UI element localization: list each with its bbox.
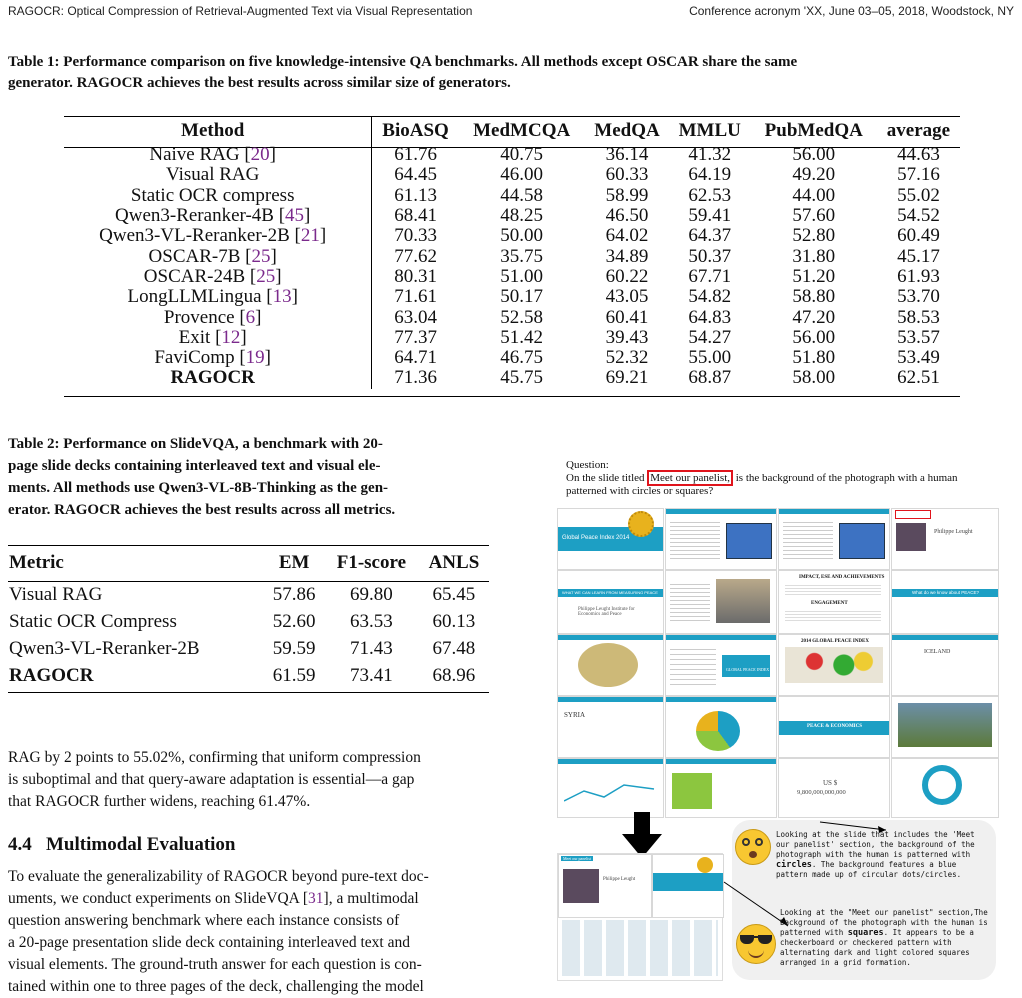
slide-thumbnail: GLOBAL PEACE INDEX: [665, 634, 777, 696]
table1-value-cell: 49.20: [792, 164, 836, 186]
slide-thumbnail: [891, 696, 999, 758]
rotary-logo-icon: [628, 511, 654, 537]
table1-method-cell: OSCAR-24B [25]: [64, 267, 372, 287]
table1-value-cell: 61.93: [897, 265, 940, 287]
citation-link[interactable]: 12: [221, 326, 241, 348]
slide-thumbnail: [665, 570, 777, 634]
answer-squares: Looking at the "Meet our panelist" section,The background of the photograph with the human is patterned with squares. It appears to be a checkerboard or checkered pattern with alternating dark and light colored squares arranged in a grid formation.: [780, 908, 988, 967]
table1-value-cell: 45.75: [500, 367, 544, 389]
table1-method-cell: [64, 165, 372, 185]
citation-link[interactable]: 25: [256, 265, 276, 287]
table2-col-header: EM: [278, 552, 310, 573]
slide-thumbnail: IMPACT, ESE AND ACHIEVEMENTS ENGAGEMENT: [778, 570, 890, 634]
table1-method-cell: OSCAR-7B [25]: [64, 246, 372, 266]
table1-value-cell: 77.37: [394, 326, 437, 348]
body-paragraph-2: To evaluate the generalizability of RAGOCR beyond pure-text doc- uments, we conduct experiments on SlideVQA [31], a multimodal question answering benchmark where each instance consists of a 20-page presentation slide deck containing interleaved text and visual elements. The ground-truth answer for each question is con- tained within one to three pages of the deck, challenging the model: [8, 868, 429, 995]
table1-value-cell: 58.00: [792, 367, 836, 389]
table1-row: [64, 206, 960, 226]
table2-value-cell: 67.48: [432, 637, 476, 659]
running-header-right: Conference acronym 'XX, June 03–05, 2018, Woodstock, NY: [689, 4, 1014, 18]
table1-method-cell: [64, 368, 372, 388]
table1-row: [64, 287, 960, 307]
method-name: Qwen3-Reranker-4B: [115, 205, 274, 227]
citation-link[interactable]: 13: [272, 286, 292, 308]
table1-value-cell: 35.75: [500, 245, 544, 267]
table1-col-header: PubMedQA: [764, 120, 863, 141]
slide-deck-grid: [557, 508, 997, 808]
table2-header-row: [8, 545, 489, 581]
slide-thumbnail: PEACE AND ECONOMIC PERFORMANCE - MEXICO: [557, 758, 664, 818]
running-header-left: RAGOCR: Optical Compression of Retrieval-Augmented Text via Visual Representation: [8, 4, 473, 18]
slide-thumbnail: PEACE & ECONOMICS: [778, 696, 890, 758]
table1-value-cell: 52.80: [792, 225, 836, 247]
table1-value-cell: 64.02: [605, 225, 649, 247]
method-name: Naive RAG: [149, 144, 240, 166]
table1-col-header: MMLU: [678, 120, 741, 141]
table1-value-cell: 39.43: [605, 326, 649, 348]
table1-row: [64, 226, 960, 246]
table1-method-cell: [64, 186, 372, 206]
table1-value-cell: 40.75: [500, 144, 544, 166]
table1-value-cell: 80.31: [394, 265, 437, 287]
table2-value-cell: 71.43: [350, 637, 393, 659]
method-name: Exit: [178, 326, 211, 348]
table2-value-cell: 59.59: [272, 637, 316, 659]
sunglasses-face-icon: [736, 924, 776, 964]
table1-value-cell: 48.25: [500, 205, 544, 227]
citation-link[interactable]: 6: [245, 306, 256, 328]
slide-thumbnail: [557, 634, 664, 696]
table1-value-cell: 44.00: [792, 184, 836, 206]
table1-value-cell: 41.32: [688, 144, 732, 166]
table1-value-cell: 53.49: [897, 347, 940, 369]
method-name: Visual RAG: [166, 164, 260, 186]
table1-value-cell: 67.71: [688, 265, 732, 287]
table1-value-cell: 53.57: [897, 326, 940, 348]
table1-value-cell: 31.80: [792, 245, 836, 267]
table2-value-cell: 57.86: [272, 583, 316, 605]
table1-method-cell: Provence [6]: [64, 307, 372, 327]
table1-value-cell: 64.83: [688, 306, 732, 328]
table1-col-header: BioASQ: [382, 120, 449, 141]
table1-bottomrule: [64, 396, 960, 397]
table1-value-cell: 46.50: [605, 205, 649, 227]
table1-value-cell: 69.21: [605, 367, 649, 389]
table1-value-cell: 70.33: [394, 225, 437, 247]
table1-value-cell: 56.00: [792, 326, 836, 348]
table1-row: [64, 165, 960, 185]
slide-thumbnail: US $ 9,800,000,000,000: [778, 758, 890, 818]
table2-value-cell: 52.60: [272, 610, 316, 632]
table1-value-cell: 50.37: [688, 245, 732, 267]
table1-value-cell: 71.36: [394, 367, 437, 389]
slide-thumbnail-meet-panelist: Philippe Leught: [891, 508, 999, 570]
slide-thumbnail: The Cost of Violence: [665, 758, 777, 818]
table1-value-cell: 51.00: [500, 265, 544, 287]
slide-thumbnail: LEAST PEACEFUL COUNTRIES SYRIA: [557, 696, 664, 758]
table1-value-cell: 64.45: [394, 164, 437, 186]
method-name: FaviComp: [154, 347, 235, 369]
table1-value-cell: 64.71: [394, 347, 437, 369]
table1-row: [64, 186, 960, 206]
slide-thumbnail: [665, 508, 777, 570]
table1-value-cell: 52.58: [500, 306, 544, 328]
table1-value-cell: 51.80: [792, 347, 836, 369]
method-name: RAGOCR: [170, 367, 255, 389]
table1-value-cell: 46.00: [500, 164, 544, 186]
table1-value-cell: 46.75: [500, 347, 544, 369]
table1-value-cell: 58.80: [792, 286, 836, 308]
table1-header-row: [64, 117, 960, 145]
table1-value-cell: 34.89: [605, 245, 649, 267]
line-chart-icon: [564, 771, 658, 811]
table2-method-cell: Qwen3-VL-Reranker-2B: [9, 637, 200, 659]
answer-circles: Looking at the slide that includes the 'Meet our panelist' section, the background of the photograph with the human is patterned with circles. The background features a blue pattern made up of circular dots/circles.: [776, 830, 975, 879]
table1-value-cell: 50.17: [500, 286, 544, 308]
table2-col-metric: Metric: [9, 552, 64, 573]
table2-row: [8, 581, 489, 608]
table1-col-header: MedMCQA: [473, 120, 571, 141]
table1-value-cell: 57.60: [792, 205, 836, 227]
slide-thumbnail: What do we know about PEACE?: [891, 570, 999, 634]
table1-value-cell: 51.42: [500, 326, 544, 348]
table1-value-cell: 36.14: [605, 144, 649, 166]
table2-method-cell: RAGOCR: [9, 664, 94, 686]
table1-col-header: average: [886, 120, 951, 141]
table1-row: [64, 267, 960, 287]
table1-method-cell: LongLLMLingua [13]: [64, 287, 372, 307]
table2: [8, 545, 489, 689]
method-name: Qwen3-VL-Reranker-2B: [99, 225, 290, 247]
table1-value-cell: 58.53: [897, 306, 940, 328]
table1-value-cell: 57.16: [897, 164, 940, 186]
table1-method-cell: FaviComp [19]: [64, 348, 372, 368]
slide-highlight-box: [895, 510, 931, 519]
table1-value-cell: 52.32: [605, 347, 649, 369]
table1-col-header: MedQA: [594, 120, 660, 141]
table1-value-cell: 63.04: [394, 306, 437, 328]
table2-method-cell: Static OCR Compress: [9, 610, 177, 632]
table1-method-cell: Naive RAG [20]: [64, 145, 372, 165]
slide-thumbnail: WHAT WE CAN LEARN FROM MEASURING PEACE Philippe Leught Institute for Economics and Peace: [557, 570, 664, 634]
table1-value-cell: 43.05: [605, 286, 649, 308]
table1-row: [64, 145, 960, 165]
citation-link[interactable]: 19: [245, 347, 265, 369]
table1-method-cell: Qwen3-VL-Reranker-2B [21]: [64, 226, 372, 246]
table1-value-cell: 68.41: [394, 205, 437, 227]
slide-thumbnail-meet-panelist: Meet our panelist Philippe Leught: [558, 854, 652, 918]
table2-value-cell: 63.53: [350, 610, 393, 632]
table1-col-method: Method: [64, 117, 372, 145]
table1-value-cell: 56.00: [792, 144, 836, 166]
table1-value-cell: 77.62: [394, 245, 437, 267]
table2-value-cell: 69.80: [350, 583, 393, 605]
citation-link[interactable]: 31: [308, 890, 324, 907]
table1-method-cell: Exit [12]: [64, 328, 372, 348]
table1-value-cell: 54.27: [688, 326, 732, 348]
section-heading: 4.4 Multimodal Evaluation: [8, 834, 236, 855]
table2-row: [8, 635, 489, 662]
table2-value-cell: 61.59: [272, 664, 316, 686]
method-name: LongLLMLingua: [127, 286, 262, 308]
method-name: Static OCR compress: [130, 184, 295, 206]
table1-value-cell: 54.82: [688, 286, 732, 308]
retrieved-slides-strip: [557, 853, 723, 981]
table2-caption: Table 2: Performance on SlideVQA, a benchmark with 20- page slide decks containing interleaved text and visual ele- ments. All methods use Qwen3-VL-8B-Thinking as the gen- erator. RAGOCR achieves the best results across all metrics.: [8, 436, 396, 518]
table1-value-cell: 62.51: [897, 367, 940, 389]
table2-row: [8, 662, 489, 689]
table1-value-cell: 68.87: [688, 367, 732, 389]
table1-value-cell: 60.33: [605, 164, 649, 186]
table1-value-cell: 44.63: [897, 144, 940, 166]
citation-link[interactable]: 20: [250, 144, 270, 166]
figure-question: Question: On the slide titled Meet our panelist, is the background of the photograph with a human patterned with circles or squares?: [566, 459, 958, 497]
table2-col-header: F1-score: [336, 552, 407, 573]
table1-value-cell: 60.49: [897, 225, 940, 247]
table1-value-cell: 55.02: [897, 184, 940, 206]
table1-value-cell: 47.20: [792, 306, 836, 328]
table1-value-cell: 60.41: [605, 306, 649, 328]
citation-link[interactable]: 21: [300, 225, 320, 247]
table1-value-cell: 53.70: [897, 286, 940, 308]
table1-value-cell: 45.17: [897, 245, 940, 267]
table1-row: [64, 246, 960, 266]
body-paragraph-1: RAG by 2 points to 55.02%, confirming that uniform compression is suboptimal and that query-aware adaptation is essential—a gap that RAGOCR further widens, reaching 61.47%.: [8, 749, 421, 810]
table1-method-cell: Qwen3-Reranker-4B [45]: [64, 206, 372, 226]
table2-value-cell: 68.96: [432, 664, 476, 686]
table2-col-header: ANLS: [428, 552, 480, 573]
slide-thumbnail: [778, 508, 890, 570]
table1-value-cell: 71.61: [394, 286, 437, 308]
table1-row: [64, 328, 960, 348]
table2-bottomrule: [8, 692, 489, 693]
table1-row: [64, 307, 960, 327]
table1-value-cell: 60.22: [605, 265, 649, 287]
citation-link[interactable]: 45: [285, 205, 305, 227]
method-name: Provence: [163, 306, 235, 328]
slide-thumbnail: GLOBAL POPULATION BY PEACE: [665, 696, 777, 758]
table2-value-cell: 60.13: [432, 610, 476, 632]
table1-value-cell: 59.41: [688, 205, 732, 227]
down-arrow-icon: [622, 812, 662, 858]
table1-value-cell: 61.13: [394, 184, 437, 206]
table1-value-cell: 64.37: [688, 225, 732, 247]
table1-value-cell: 54.52: [897, 205, 940, 227]
slide-thumbnail: 2014 GLOBAL PEACE INDEX: [778, 634, 890, 696]
table2-value-cell: 65.45: [432, 583, 476, 605]
method-name: OSCAR-24B: [143, 265, 246, 287]
table1-caption: Table 1: Performance comparison on five knowledge-intensive QA benchmarks. All methods except OSCAR share the same generator. RAGOCR achieves the best results across similar size of generators.: [8, 54, 798, 91]
table1-value-cell: 64.19: [688, 164, 732, 186]
slide-thumbnail: Global Peace Index 2014: [557, 508, 664, 570]
method-name: OSCAR-7B: [148, 245, 241, 267]
question-highlight: Meet our panelist,: [647, 470, 733, 486]
table1-value-cell: 61.76: [394, 144, 437, 166]
table1-value-cell: 50.00: [500, 225, 544, 247]
citation-link[interactable]: 25: [251, 245, 271, 267]
table1-value-cell: 51.20: [792, 265, 836, 287]
table1: [64, 117, 960, 389]
table2-row: [8, 608, 489, 635]
table2-value-cell: 73.41: [350, 664, 393, 686]
table1-value-cell: 58.99: [605, 184, 649, 206]
table1-value-cell: 55.00: [688, 347, 732, 369]
table2-method-cell: Visual RAG: [9, 583, 103, 605]
table1-row: [64, 368, 960, 388]
table1-row: [64, 348, 960, 368]
slide-thumbnail: [891, 758, 999, 818]
dizzy-face-icon: [735, 829, 771, 865]
slide-thumbnail: MOST PEACEFUL COUNTRIES ICELAND: [891, 634, 999, 696]
table1-value-cell: 62.53: [688, 184, 732, 206]
table1-value-cell: 44.58: [500, 184, 544, 206]
